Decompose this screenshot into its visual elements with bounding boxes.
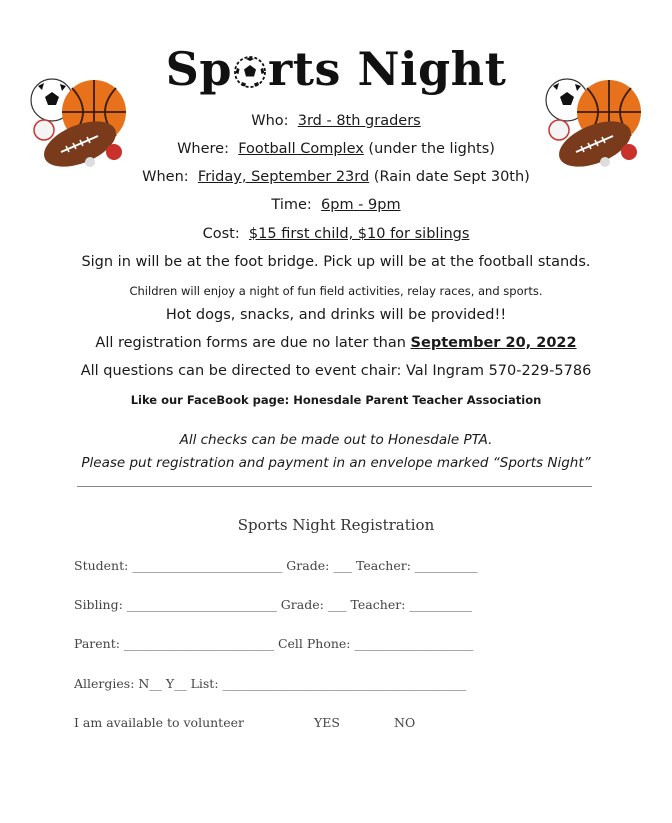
deadline-date: September 20, 2022: [410, 335, 577, 351]
student-field[interactable]: ________________________: [132, 558, 283, 573]
envelope-line: Please put registration and payment in an envelope marked “Sports Night”: [81, 455, 591, 471]
facebook-line: Like our FaceBook page: Honesdale Parent Teacher Association: [130, 393, 542, 407]
allergies-row: [74, 676, 594, 691]
when-label: When:: [142, 169, 189, 185]
grade-field[interactable]: ___: [327, 597, 347, 612]
registration-title: Sports Night Registration: [237, 516, 435, 534]
divider: [77, 486, 592, 487]
title-part-1: Sp: [165, 42, 233, 96]
cell-phone-label: Cell Phone:: [277, 636, 351, 651]
cell-phone-field[interactable]: ___________________: [354, 636, 474, 651]
deadline-text: All registration forms are due no later than: [95, 335, 406, 351]
deadline-line: [0, 335, 672, 351]
food-line: Hot dogs, snacks, and drinks will be provided!!: [165, 307, 507, 323]
signin-line: Sign in will be at the foot bridge. Pick up will be at the football stands.: [81, 254, 591, 270]
where-value: Football Complex: [238, 141, 364, 157]
when-note: (Rain date Sept 30th): [373, 169, 530, 185]
allergies-no-option[interactable]: N__: [138, 676, 162, 691]
where-label: Where:: [177, 141, 229, 157]
teacher-field[interactable]: __________: [414, 558, 478, 573]
grade-label: Grade:: [286, 558, 330, 573]
when-line: [0, 169, 672, 185]
grade-label: Grade:: [280, 597, 324, 612]
when-value: Friday, September 23rd: [197, 169, 370, 185]
parent-row: [74, 636, 594, 651]
allergies-label: Allergies:: [74, 676, 135, 691]
grade-field[interactable]: ___: [333, 558, 353, 573]
sibling-field[interactable]: ________________________: [126, 597, 277, 612]
cost-value: $15 first child, $10 for siblings: [248, 226, 470, 242]
where-line: [0, 141, 672, 157]
allergies-yes-option[interactable]: Y__: [165, 676, 187, 691]
teacher-label: Teacher:: [356, 558, 411, 573]
sibling-label: Sibling:: [74, 597, 123, 612]
teacher-field[interactable]: __________: [409, 597, 472, 612]
checks-line: All checks can be made out to Honesdale PTA.: [179, 432, 493, 448]
who-label: Who:: [251, 113, 289, 129]
title-part-2: rts Night: [268, 42, 507, 96]
parent-field[interactable]: ________________________: [123, 636, 274, 651]
volunteer-no-option[interactable]: NO: [394, 715, 416, 730]
student-row: [74, 558, 594, 573]
list-label: List:: [190, 676, 219, 691]
soccer-ball-icon: [233, 46, 267, 100]
sibling-row: [74, 597, 594, 612]
cost-line: [0, 226, 672, 242]
who-value: 3rd - 8th graders: [297, 113, 421, 129]
cost-label: Cost:: [202, 226, 240, 242]
teacher-label: Teacher:: [350, 597, 406, 612]
volunteer-yes-option[interactable]: YES: [314, 715, 340, 730]
questions-line: All questions can be directed to event chair: Val Ingram 570-229-5786: [80, 363, 592, 379]
student-label: Student:: [74, 558, 129, 573]
who-line: [0, 113, 672, 129]
allergies-list-field[interactable]: _______________________________________: [222, 676, 467, 691]
volunteer-row: [74, 715, 594, 730]
time-label: Time:: [271, 197, 312, 213]
time-value: 6pm - 9pm: [321, 197, 401, 213]
time-line: [0, 197, 672, 213]
volunteer-text: I am available to volunteer: [74, 715, 244, 730]
activities-line: Children will enjoy a night of fun field activities, relay races, and sports.: [129, 284, 543, 298]
parent-label: Parent:: [74, 636, 120, 651]
where-note: (under the lights): [368, 141, 495, 157]
